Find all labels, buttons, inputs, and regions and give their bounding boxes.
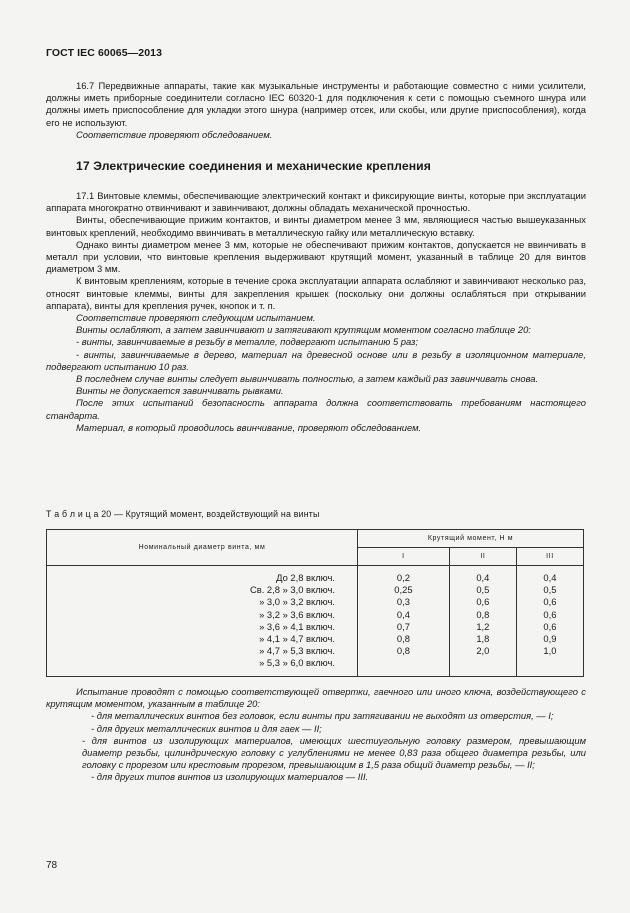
diameter-column bbox=[47, 566, 358, 677]
table-cell: 0,8 bbox=[396, 645, 410, 657]
table-cell: » 3,6 » 4,1 включ. bbox=[259, 620, 335, 632]
table-cell: 2,0 bbox=[476, 645, 490, 657]
paragraph: Испытание проводят с помощью соответствующей отвертки, гаечного или иного ключа, воздействующего с крутящим моментом, указанным в таблице 20: bbox=[46, 686, 586, 710]
test-text: В последнем случае винты следует вывинчивать полностью, а затем каждый раз завинчивать снова. bbox=[76, 373, 539, 385]
table-cell: » 3,2 » 3,6 включ. bbox=[259, 608, 335, 620]
table-cell: 0,6 bbox=[543, 608, 557, 620]
section-17-title: 17 Электрические соединения и механические крепления bbox=[76, 159, 431, 173]
table-cell: 0,25 bbox=[394, 584, 413, 596]
test-text: - винты, завинчиваемые в дерево, материал на древесной основе или в резьбу в изоляционном материале, подвергают испытанию 10 раз. bbox=[46, 348, 586, 372]
table-cell: 0,6 bbox=[543, 620, 557, 632]
test-text: Материал, в который проводилось ввинчивание, проверяют обследованием. bbox=[76, 421, 422, 433]
test-text: Винты ослабляют, а затем завинчивают и затягивают крутящим моментом согласно таблице 20: bbox=[76, 324, 531, 336]
table-cell: » 5,3 » 6,0 включ. bbox=[259, 657, 335, 669]
table-cell: 0,4 bbox=[476, 572, 490, 583]
table-cell: Св. 2,8 » 3,0 включ. bbox=[249, 584, 335, 596]
table-body bbox=[47, 566, 584, 677]
table-cell: 0,3 bbox=[396, 596, 410, 608]
table-cell: » 3,0 » 3,2 включ. bbox=[259, 596, 335, 608]
table-cell: 0,5 bbox=[543, 584, 557, 596]
torque-column-i bbox=[358, 566, 450, 677]
table-cell: 0,2 bbox=[396, 572, 410, 583]
test-procedure bbox=[46, 686, 586, 784]
table-cell: » 4,1 » 4,7 включ. bbox=[259, 633, 335, 645]
table-cell: 1,0 bbox=[543, 645, 557, 657]
table-cell: 0,7 bbox=[396, 620, 410, 632]
table-cell: 0,8 bbox=[476, 608, 490, 620]
table-cell: 0,5 bbox=[476, 584, 490, 596]
table-cell: 0,8 bbox=[396, 633, 410, 645]
torque-table bbox=[46, 529, 584, 677]
table-cell: 0,6 bbox=[543, 596, 557, 608]
compliance-note: Соответствие проверяют следующим испытанием. bbox=[76, 312, 316, 324]
column-header-torque: Крутящий момент, Н м bbox=[358, 530, 584, 548]
column-header-ii: II bbox=[449, 548, 516, 566]
list-item: - для других металлических винтов и для гаек — II; bbox=[91, 722, 322, 734]
paragraph: К винтовым креплениям, которые в течение срока эксплуатации аппарата ослабляют и завинчивают несколько раз, относят винтовые клеммы, винты для закрепления крышек (поскольку они должны ослабляться при открывании аппарата), винты для крепления ручек, кнопок и т. п. bbox=[46, 275, 586, 311]
table-cell: 0,6 bbox=[476, 596, 490, 608]
column-header-iii: III bbox=[516, 548, 583, 566]
table-caption: Т а б л и ц а 20 — Крутящий момент, воздействующий на винты bbox=[46, 509, 320, 519]
table-cell: 1,2 bbox=[476, 620, 490, 632]
clause-17-1 bbox=[46, 190, 586, 434]
table-cell: 0,9 bbox=[543, 633, 557, 645]
test-text: После этих испытаний безопасность аппарата должна соответствовать требованиям настоящего стандарта. bbox=[46, 397, 586, 421]
table-cell: » 4,7 » 5,3 включ. bbox=[259, 645, 335, 657]
column-header-diameter: Номинальный диаметр винта, мм bbox=[47, 530, 358, 566]
paragraph: 17.1 Винтовые клеммы, обеспечивающие электрический контакт и фиксирующие винты, которые при эксплуатации аппарата многократно отвинчивают и завинчивают, должны обладать механической прочностью. bbox=[46, 190, 586, 214]
column-header-i: I bbox=[358, 548, 450, 566]
test-text: Винты не допускается завинчивать рывками. bbox=[76, 385, 284, 397]
paragraph: Однако винты диаметром менее 3 мм, которые не обеспечивают прижим контактов, допускается не ввинчивать в металл при условии, что винтовые крепления выдерживают крутящий момент, указанный в таблице 20 для винтов диаметром 3 мм. bbox=[46, 238, 586, 275]
table-cell: До 2,8 включ. bbox=[276, 572, 335, 583]
clause-16-7 bbox=[46, 80, 586, 141]
paragraph: Винты, обеспечивающие прижим контактов, и винты диаметром менее 3 мм, являющиеся частью вышеуказанных винтовых креплений, необходимо ввинчивать в металлическую гайку или металлическую вставку. bbox=[46, 214, 586, 238]
table-cell: 0,4 bbox=[396, 608, 410, 620]
table-cell: 0,4 bbox=[543, 572, 557, 583]
page-number: 78 bbox=[46, 860, 58, 871]
test-text: - винты, завинчиваемые в резьбу в металле, подвергают испытанию 5 раз; bbox=[76, 336, 418, 348]
list-item: - для металлических винтов без головок, если винты при затягивании не выходят из отверстия, — I; bbox=[91, 710, 554, 722]
torque-column-iii bbox=[516, 566, 583, 677]
torque-column-ii bbox=[449, 566, 516, 677]
compliance-note: Соответствие проверяют обследованием. bbox=[76, 128, 273, 140]
list-item: - для винтов из изолирующих материалов, имеющих шестиугольную головку размером, превышающим диаметр резьбы, цилиндрическую головку с углублениями не менее 0,83 раза общего диаметра резьбы, или головку с прорезом или крестовым прорезом, превышающим в 1,5 раза общий диаметр резьбы, — II; bbox=[82, 734, 586, 771]
list-item: - для других типов винтов из изолирующих материалов — III. bbox=[91, 771, 369, 783]
document-header: ГОСТ IEC 60065—2013 bbox=[46, 47, 163, 59]
paragraph: 16.7 Передвижные аппараты, такие как музыкальные инструменты и работающие совместно с ними усилители, должны иметь приборные соединители согласно IEC 60320-1 для подключения к сети с помощью съемного шнура или должны иметь приспособление для укладки этого шнура (например отсек, или скобы, или другие приспособления), когда его не используют. bbox=[46, 80, 586, 128]
table-cell: 1,8 bbox=[476, 633, 490, 645]
